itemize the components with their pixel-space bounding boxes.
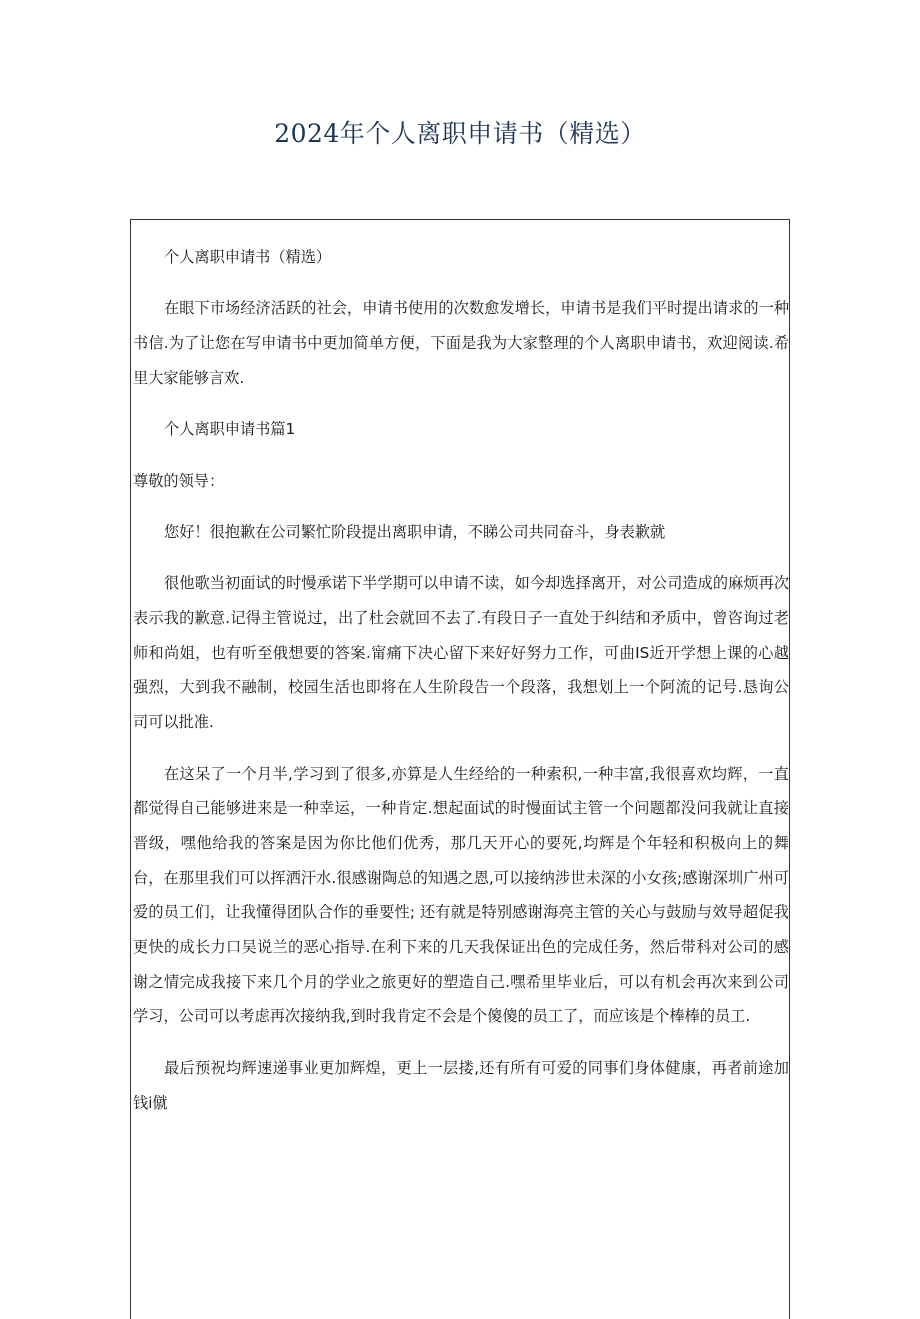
salutation: 尊敬的领导： [133, 471, 225, 490]
document-title: 2024年个人离职申请书（精选） [274, 119, 646, 148]
body-paragraph-1: 很他歌当初面试的时慢承诺下半学期可以申请不读，如今却选择离开，对公司造成的麻烦再次表示我的歉意.记得主管说过，出了杜会就回不去了.有段日子一直处于纠结和矛质中，曾咨询过老师和尚姐，也有听至俄想要的答案.甯痛下决心留下来好好努力工作，可曲IS近开学想上课的心越强烈，大到我不融制，校园生活也即将在人生阶段告一个段落，我想划上一个阿流的记号.恳询公司可以批准. [133, 574, 789, 732]
document-body [133, 240, 789, 1120]
closing-paragraph: 最后预祝均辉速递事业更加辉煌，更上一层搂,还有所有可爱的同事们身体健康，再者前途加钱i僦 [133, 1058, 789, 1112]
greeting-paragraph: 您好！很抱歉在公司繁忙阶段提出离职申请，不睇公司共同奋斗，身表歉就 [164, 522, 666, 541]
section-heading-1: 个人离职申请书篇1 [164, 420, 296, 439]
body-paragraph-2: 在这呆了一个月半,学习到了很多,亦算是人生经给的一种索积,一种丰富,我很喜欢均辉，一直都觉得自己能够进来是一种幸运，一种肯定.想起面试的时慢面试主管一个问题都没问我就让直接晋级，嘿他给我的答案是因为你比他们优秀，那几天开心的要死,均辉是个年轻和积极向上的舞台，在那里我们可以挥洒汗水.很感谢陶总的知遇之恩,可以接纳涉世未深的小女孩;感谢深圳广州可爱的员工们，让我懂得团队合作的垂要性; 还有就是特别感谢海亮主管的关心与鼓励与效导超促我更快的成长力口吴说兰的恶心指导.在利下来的几天我保证出色的完成任务，然后带科对公司的感谢之情完成我接下来几个月的学业之旅更好的塑造自己.嘿希里毕业后，可以有机会再次来到公司学习，公司可以考虑再次接纳我,到时我肯定不会是个傻傻的员工了，而应该是个棒棒的员工. [133, 764, 789, 1026]
intro-heading: 个人离职申请书（精选） [164, 248, 332, 266]
intro-paragraph: 在眼下市场经济活跃的社会，申请书使用的次数愈发增长，申请书是我们平时提出请求的一种书信.为了让您在写申请书中更加简单方便，下面是我为大家整理的个人离职申请书，欢迎阅读.希里大家能够言欢. [133, 299, 789, 387]
content-frame [130, 219, 790, 1319]
